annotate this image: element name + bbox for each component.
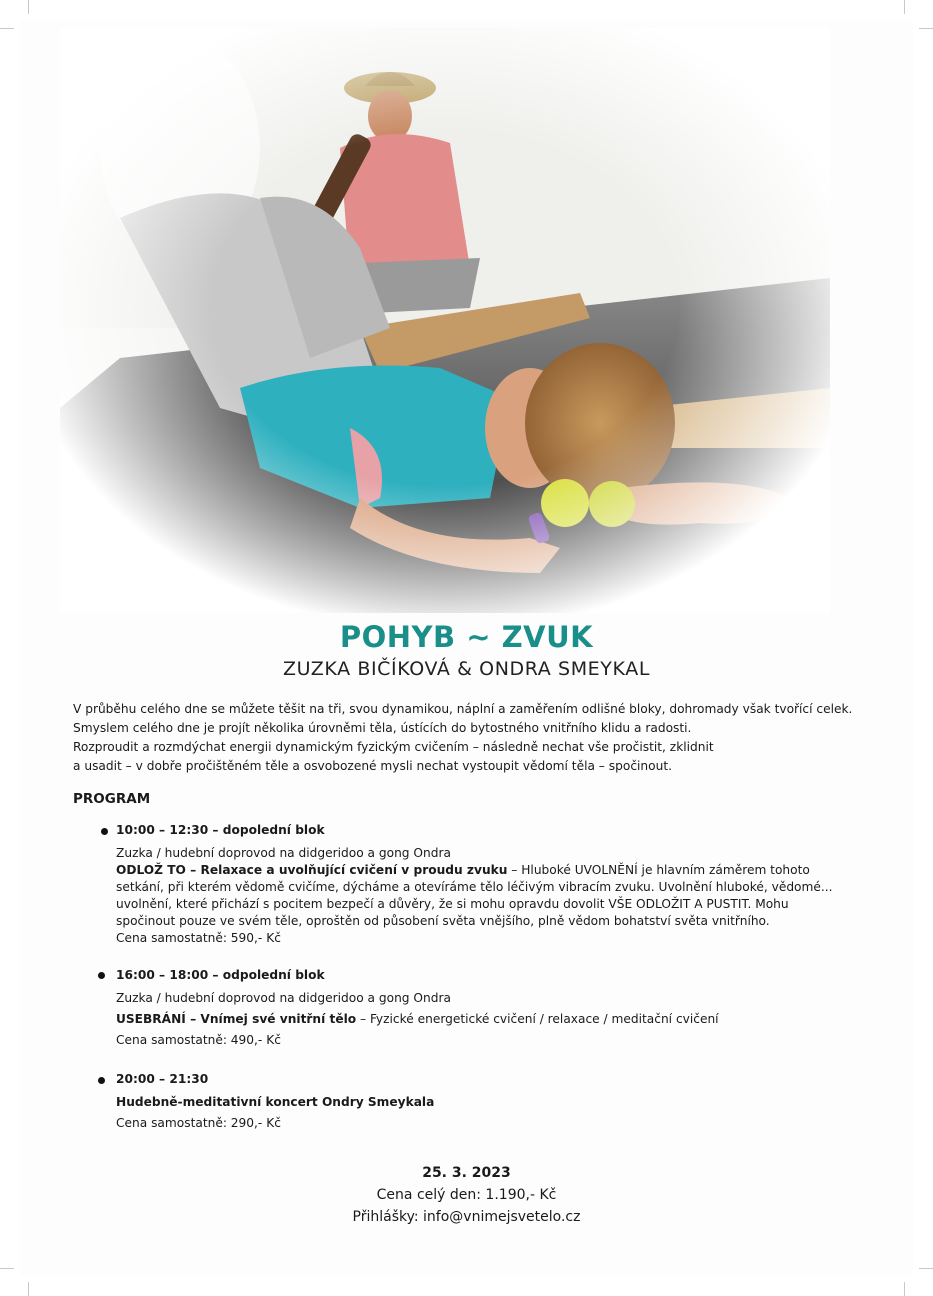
block-description-text: – Fyzické energetické cvičení / relaxace / meditační cvičení <box>356 1012 719 1026</box>
crop-mark <box>919 1268 933 1269</box>
block-price: Cena samostatně: 590,- Kč <box>116 931 281 945</box>
block-description <box>116 1011 851 1028</box>
block-lead: Zuzka / hudební doprovod na didgeridoo a gong Ondra <box>116 846 451 860</box>
block-lead: Zuzka / hudební doprovod na didgeridoo a gong Ondra <box>116 991 451 1005</box>
event-subtitle: ZUZKA BIČÍKOVÁ & ONDRA SMEYKAL <box>282 658 651 680</box>
bullet-icon <box>98 1077 105 1084</box>
block-price: Cena samostatně: 490,- Kč <box>116 1033 281 1047</box>
intro-line: a usadit – v dobře pročištěném těle a osvobozené mysli nechat vystoupit vědomí těla – spočinout. <box>73 759 672 773</box>
crop-mark <box>904 1282 905 1296</box>
intro-text <box>73 700 863 776</box>
block-name: USEBRÁNÍ – Vnímej své vnitřní tělo <box>116 1012 357 1026</box>
crop-mark <box>904 0 905 14</box>
event-date: 25. 3. 2023 <box>422 1165 511 1181</box>
block-name: ODLOŽ TO – Relaxace a uvolňující cvičení v proudu zvuku <box>116 863 508 877</box>
block-time: 20:00 – 21:30 <box>116 1072 209 1086</box>
crop-mark <box>28 0 29 14</box>
block-price: Cena samostatně: 290,- Kč <box>116 1116 281 1130</box>
intro-line: Rozproudit a rozmdýchat energii dynamickým fyzickým cvičením – následně nechat vše pročistit, zklidnit <box>73 740 714 754</box>
program-block-afternoon <box>116 967 851 1049</box>
crop-mark <box>0 28 14 29</box>
crop-mark <box>919 28 933 29</box>
block-description <box>116 862 851 930</box>
block-name: Hudebně-meditativní koncert Ondry Smeykala <box>116 1095 435 1109</box>
bullet-icon <box>101 828 108 835</box>
intro-line: Smyslem celého dne je projít několika úrovněmi těla, ústících do bytostného vnitřního klidu a radosti. <box>73 721 692 735</box>
program-block-evening <box>116 1071 851 1132</box>
block-description-text: – Hluboké UVOLNĚNÍ je hlavním záměrem tohoto setkání, při kterém vědomě cvičíme, dýcháme a otevíráme tělo léčivým vibracím zvuku. Uvolnění hluboké, vědomé... uvolnění, které přichází s pocitem bezpečí a důvěry, že si mohu opravdu dovolit VŠE ODLOŽIT A PUSTIT. Mohu spočinout pouze ve svém těle, oproštěn od působení světa vnějšího, plně vědom bohatství světa vnitřního. <box>116 863 833 928</box>
block-time: 16:00 – 18:00 – odpolední blok <box>116 968 325 982</box>
intro-line: V průběhu celého dne se můžete těšit na tři, svou dynamikou, náplní a zaměřením odlišné bloky, dohromady však tvořící celek. <box>73 702 853 716</box>
full-day-price: Cena celý den: 1.190,- Kč <box>376 1187 557 1203</box>
block-time: 10:00 – 12:30 – dopolední blok <box>116 823 325 837</box>
event-title: POHYB ~ ZVUK <box>339 620 594 654</box>
crop-mark <box>28 1282 29 1296</box>
program-heading: PROGRAM <box>73 791 151 807</box>
hero-photo <box>60 28 830 613</box>
crop-mark <box>0 1268 14 1269</box>
registration-contact: Přihlášky: info@vnimejsvetelo.cz <box>352 1209 581 1225</box>
bullet-icon <box>98 972 105 979</box>
program-block-morning <box>116 822 851 947</box>
